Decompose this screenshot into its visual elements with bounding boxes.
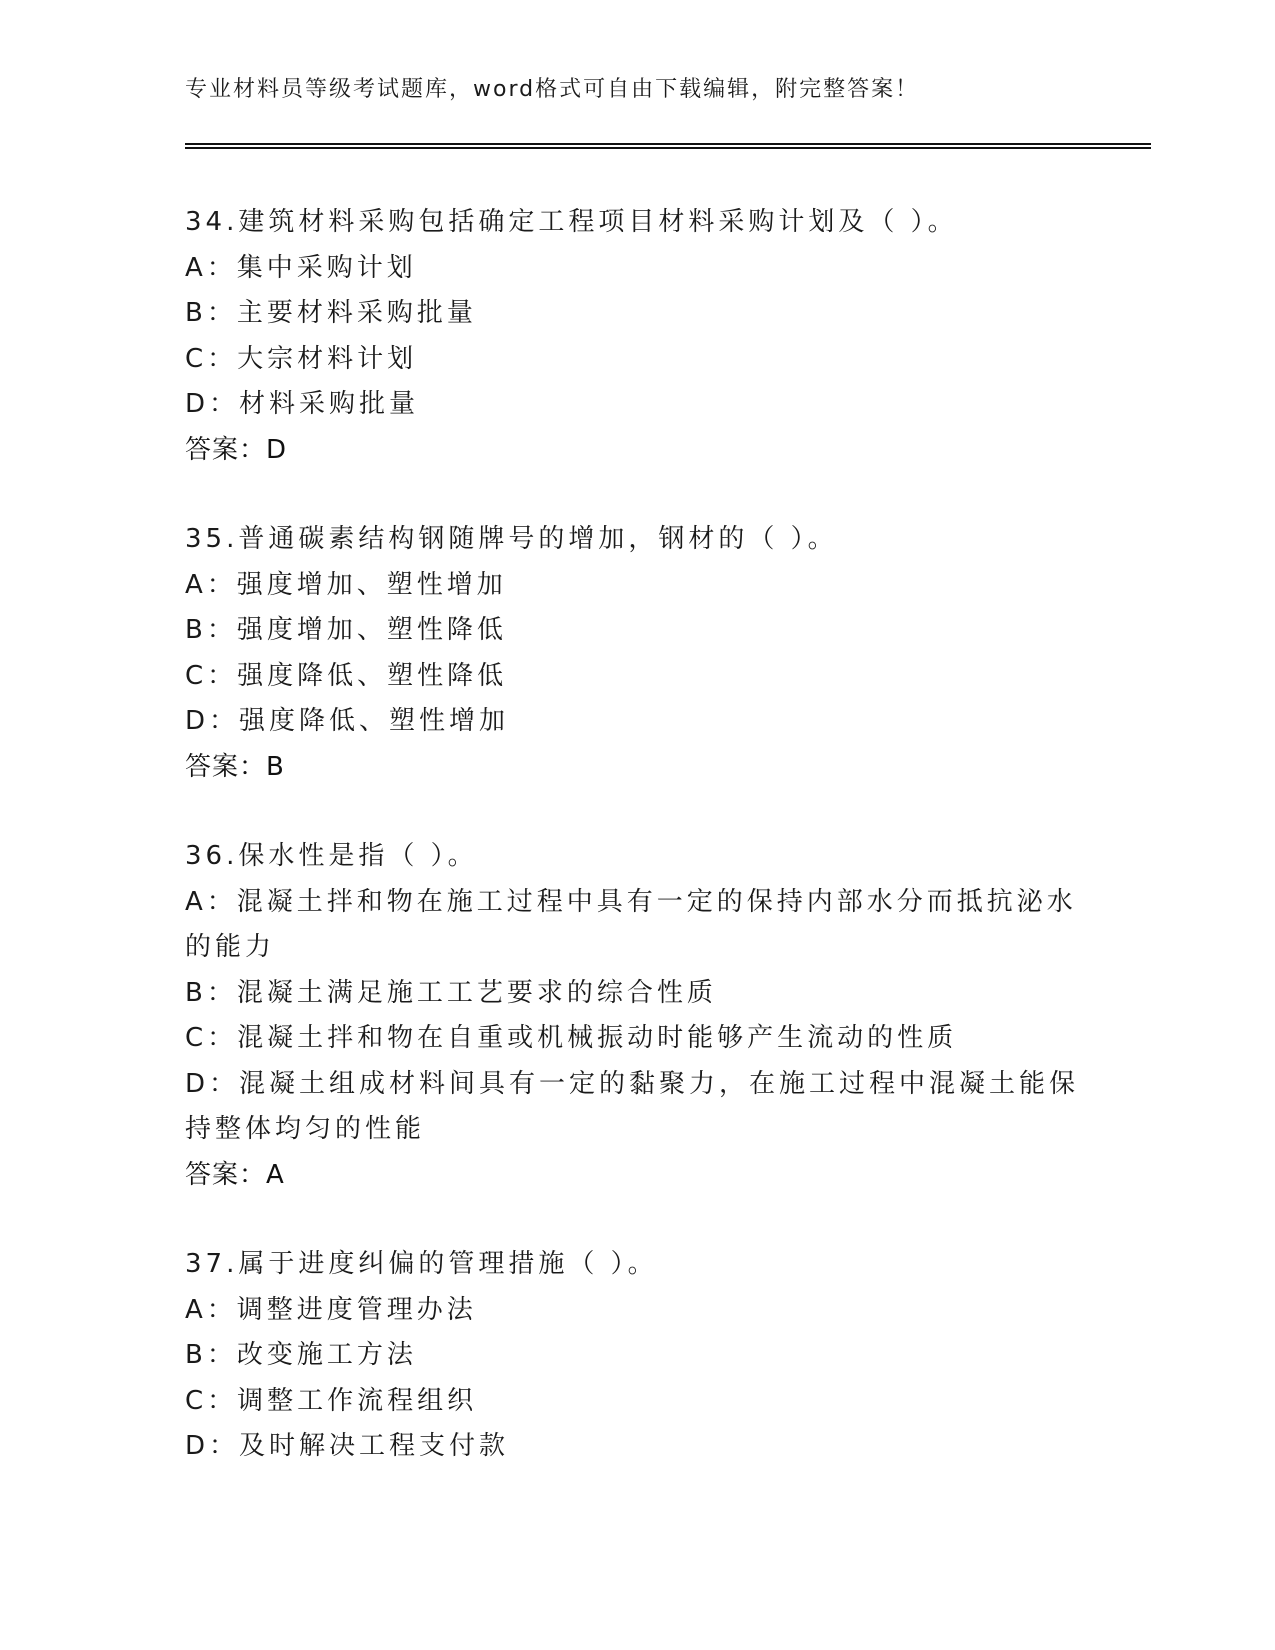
question-stem: 35.普通碳素结构钢随牌号的增加，钢材的（ ）。 [185,524,838,554]
answer: 答案：A [185,1159,285,1190]
option-a: A：混凝土拌和物在施工过程中具有一定的保持内部水分而抵抗泌水的能力 [185,886,1077,962]
option-c: C：调整工作流程组织 [185,1385,478,1416]
option-b: B：强度增加、塑性降低 [185,615,507,645]
option-b: B：主要材料采购批量 [185,298,477,328]
question-stem: 36.保水性是指（ ）。 [185,841,478,871]
option-b: B：混凝土满足施工工艺要求的综合性质 [185,977,717,1008]
page-header: 专业材料员等级考试题库，word格式可自由下载编辑，附完整答案！ [185,77,920,102]
question-stem: 37.属于进度纠偏的管理措施（ ）。 [185,1249,658,1279]
option-b: B：改变施工方法 [185,1340,417,1370]
option-d: D：及时解决工程支付款 [185,1431,510,1461]
answer: 答案：D [185,434,288,465]
option-a: A：调整进度管理办法 [185,1294,477,1325]
header-double-rule [185,143,1151,149]
question-36 [185,834,1085,1198]
question-35 [185,517,1085,790]
option-d: D：强度降低、塑性增加 [185,706,510,736]
question-34 [185,200,1085,473]
answer: 答案：B [185,751,285,782]
option-a: A：集中采购计划 [185,252,417,283]
option-c: C：大宗材料计划 [185,343,418,374]
question-stem: 34.建筑材料采购包括确定工程项目材料采购计划及（ ）。 [185,207,958,237]
option-a: A：强度增加、塑性增加 [185,569,507,600]
question-list [185,200,1085,1514]
option-c: C：强度降低、塑性降低 [185,660,508,691]
option-d: D：混凝土组成材料间具有一定的黏聚力，在施工过程中混凝土能保持整体均匀的性能 [185,1068,1080,1144]
question-37 [185,1242,1085,1470]
option-c: C：混凝土拌和物在自重或机械振动时能够产生流动的性质 [185,1023,958,1053]
option-d: D：材料采购批量 [185,389,420,419]
